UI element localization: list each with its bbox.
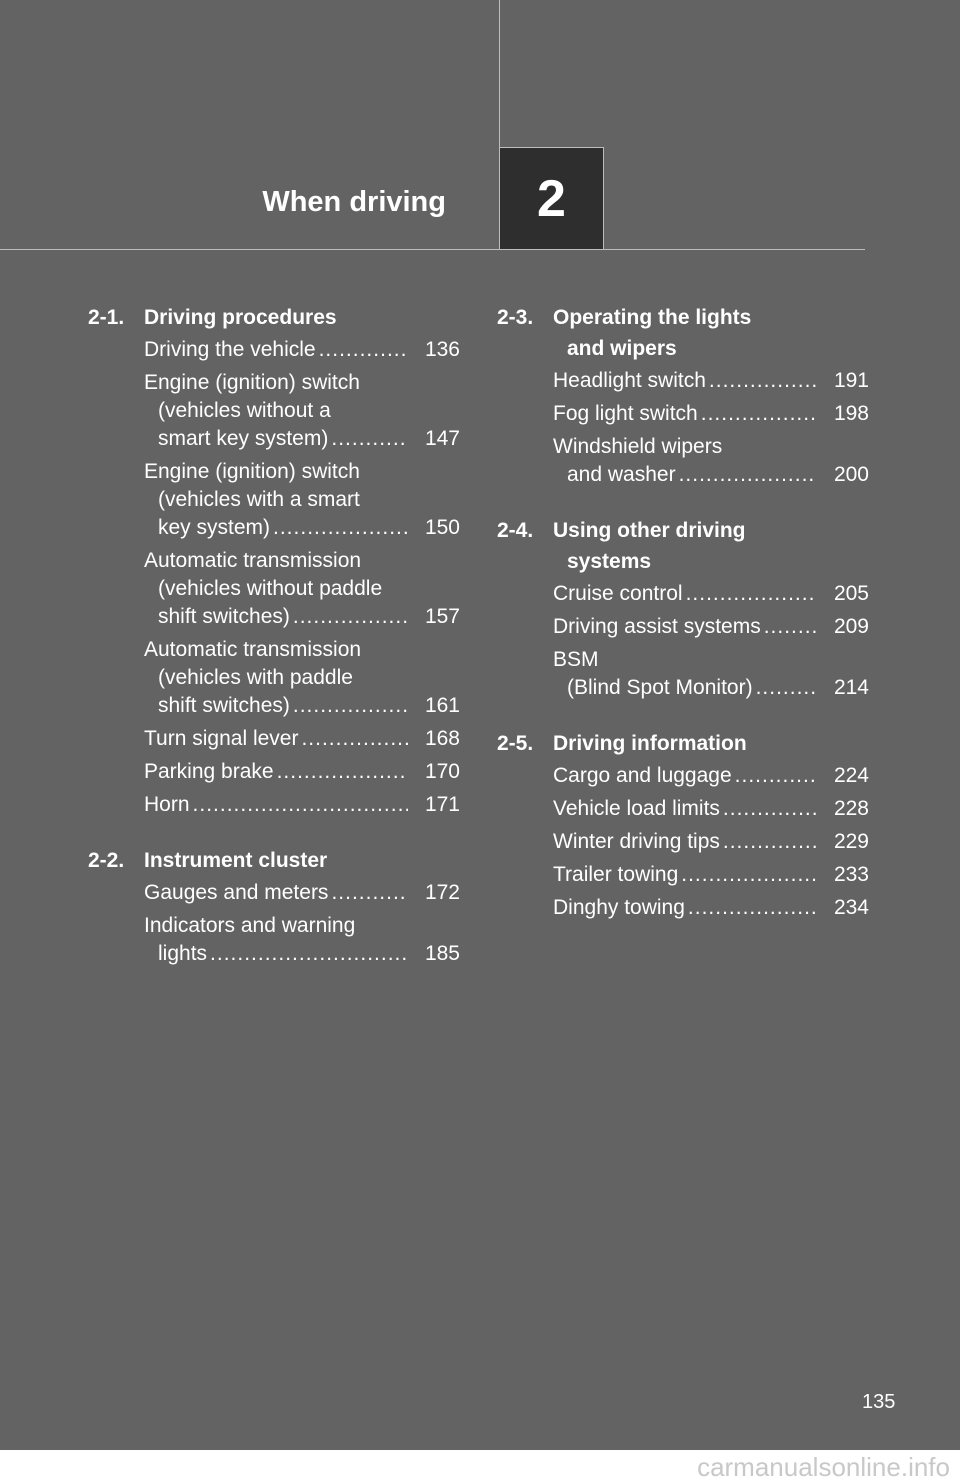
dot-leader bbox=[709, 367, 817, 395]
entry-text-line: Indicators and warning bbox=[144, 914, 356, 937]
watermark-text: carmanualsonline.info bbox=[697, 1452, 950, 1482]
entry-label: Trailer towing bbox=[553, 863, 679, 886]
entry-page-number: 214 bbox=[833, 676, 869, 699]
toc-section bbox=[497, 302, 869, 489]
entry-label: smart key system) bbox=[158, 427, 329, 450]
dot-leader bbox=[273, 514, 408, 542]
entry-page-number: 157 bbox=[424, 605, 460, 628]
entry-page-number: 150 bbox=[424, 516, 460, 539]
entry-row bbox=[144, 791, 460, 819]
entry-row bbox=[144, 725, 460, 753]
section-heading bbox=[497, 302, 869, 364]
entry-row bbox=[144, 692, 460, 720]
dot-leader bbox=[679, 461, 817, 489]
section-title bbox=[144, 845, 460, 876]
entry-page-number: 224 bbox=[833, 764, 869, 787]
section-number: 2-3. bbox=[497, 306, 534, 329]
section-number: 2-1. bbox=[88, 306, 125, 329]
entry-row bbox=[553, 762, 869, 790]
entry-row bbox=[553, 400, 869, 428]
entry-page-number: 147 bbox=[424, 427, 460, 450]
toc-entry[interactable] bbox=[553, 828, 869, 856]
entry-row bbox=[553, 828, 869, 856]
page-number: 135 bbox=[862, 1391, 896, 1413]
section-title-line: systems bbox=[567, 550, 652, 573]
entry-row bbox=[144, 336, 460, 364]
entry-list bbox=[88, 336, 460, 819]
dot-leader bbox=[723, 828, 817, 856]
toc-section bbox=[88, 845, 460, 968]
dot-leader bbox=[210, 940, 408, 968]
entry-text-line: (vehicles with paddle bbox=[158, 666, 353, 689]
entry-label: Cruise control bbox=[553, 582, 683, 605]
entry-page-number: 171 bbox=[424, 793, 460, 816]
entry-label: Headlight switch bbox=[553, 369, 706, 392]
entry-page-number: 185 bbox=[424, 942, 460, 965]
dot-leader bbox=[735, 762, 817, 790]
entry-page-number: 200 bbox=[833, 463, 869, 486]
toc-entry[interactable] bbox=[144, 636, 460, 720]
entry-label: key system) bbox=[158, 516, 271, 539]
toc-entry[interactable] bbox=[144, 336, 460, 364]
entry-label: Fog light switch bbox=[553, 402, 698, 425]
section-title bbox=[553, 515, 869, 577]
entry-text-line: (vehicles without a bbox=[158, 399, 331, 422]
entry-list bbox=[497, 580, 869, 702]
chapter-number-box bbox=[500, 147, 604, 249]
toc-entry[interactable] bbox=[553, 613, 869, 641]
entry-label: Vehicle load limits bbox=[553, 797, 720, 820]
dot-leader bbox=[688, 894, 817, 922]
section-number: 2-5. bbox=[497, 732, 534, 755]
section-title-line: Operating the lights bbox=[553, 306, 752, 329]
entry-page-number: 168 bbox=[424, 727, 460, 750]
toc-entry[interactable] bbox=[553, 861, 869, 889]
section-title-line: Driving information bbox=[553, 732, 747, 755]
dot-leader bbox=[293, 692, 408, 720]
entry-text-line: Automatic transmission bbox=[144, 638, 362, 661]
entry-page-number: 161 bbox=[424, 694, 460, 717]
entry-text-line: BSM bbox=[553, 648, 599, 671]
toc-entry[interactable] bbox=[553, 795, 869, 823]
toc-entry[interactable] bbox=[553, 580, 869, 608]
entry-row bbox=[553, 674, 869, 702]
entry-row bbox=[553, 580, 869, 608]
entry-label: Driving the vehicle bbox=[144, 338, 316, 361]
entry-text-line: Engine (ignition) switch bbox=[144, 371, 360, 394]
toc-entry[interactable] bbox=[553, 433, 869, 489]
section-heading bbox=[497, 515, 869, 577]
toc-entry[interactable] bbox=[144, 758, 460, 786]
dot-leader bbox=[686, 580, 817, 608]
entry-label: shift switches) bbox=[158, 605, 290, 628]
entry-page-number: 136 bbox=[424, 338, 460, 361]
section-heading bbox=[88, 302, 460, 333]
dot-leader bbox=[301, 725, 408, 753]
entry-list bbox=[88, 879, 460, 968]
entry-row bbox=[144, 758, 460, 786]
entry-page-number: 172 bbox=[424, 881, 460, 904]
entry-label: Gauges and meters bbox=[144, 881, 329, 904]
toc-section bbox=[497, 728, 869, 922]
entry-page-number: 170 bbox=[424, 760, 460, 783]
section-number: 2-4. bbox=[497, 519, 534, 542]
entry-row bbox=[144, 425, 460, 453]
dot-leader bbox=[756, 674, 817, 702]
entry-text-line: Engine (ignition) switch bbox=[144, 460, 360, 483]
entry-list bbox=[497, 762, 869, 922]
toc-entry[interactable] bbox=[553, 367, 869, 395]
entry-list bbox=[497, 367, 869, 489]
entry-row bbox=[553, 894, 869, 922]
entry-row bbox=[553, 461, 869, 489]
entry-label: Driving assist systems bbox=[553, 615, 761, 638]
entry-row bbox=[144, 879, 460, 907]
toc-entry[interactable] bbox=[144, 912, 460, 968]
section-title-line: and wipers bbox=[567, 337, 677, 360]
dot-leader bbox=[681, 861, 817, 889]
chapter-title: When driving bbox=[262, 186, 446, 218]
entry-row bbox=[144, 940, 460, 968]
dot-leader bbox=[193, 791, 408, 819]
section-number: 2-2. bbox=[88, 849, 125, 872]
dot-leader bbox=[701, 400, 817, 428]
entry-page-number: 229 bbox=[833, 830, 869, 853]
entry-text-line: Automatic transmission bbox=[144, 549, 362, 572]
toc-entry[interactable] bbox=[144, 879, 460, 907]
section-title-line: Using other driving bbox=[553, 519, 746, 542]
toc-section bbox=[88, 302, 460, 819]
entry-label: and washer bbox=[567, 463, 676, 486]
entry-row bbox=[553, 367, 869, 395]
toc-entry[interactable] bbox=[144, 369, 460, 453]
section-title bbox=[144, 302, 460, 333]
section-title bbox=[553, 302, 869, 364]
dot-leader bbox=[293, 603, 408, 631]
entry-label: Horn bbox=[144, 793, 190, 816]
watermark-bar bbox=[0, 1450, 960, 1484]
section-title bbox=[553, 728, 869, 759]
toc-entry[interactable] bbox=[553, 400, 869, 428]
section-heading bbox=[88, 845, 460, 876]
entry-label: Winter driving tips bbox=[553, 830, 720, 853]
toc-entry[interactable] bbox=[144, 725, 460, 753]
entry-label: shift switches) bbox=[158, 694, 290, 717]
dot-leader bbox=[319, 336, 408, 364]
toc-entry[interactable] bbox=[144, 791, 460, 819]
entry-label: lights bbox=[158, 942, 208, 965]
toc-entry[interactable] bbox=[553, 894, 869, 922]
entry-page-number: 198 bbox=[833, 402, 869, 425]
section-heading bbox=[497, 728, 869, 759]
entry-label: Parking brake bbox=[144, 760, 274, 783]
section-title-line: Driving procedures bbox=[144, 306, 337, 329]
entry-label: Turn signal lever bbox=[144, 727, 299, 750]
entry-row bbox=[553, 613, 869, 641]
entry-page-number: 191 bbox=[833, 369, 869, 392]
chapter-number: 2 bbox=[537, 169, 566, 228]
entry-label: Cargo and luggage bbox=[553, 764, 732, 787]
section-title-line: Instrument cluster bbox=[144, 849, 328, 872]
toc-entry[interactable] bbox=[144, 547, 460, 631]
dot-leader bbox=[331, 425, 408, 453]
entry-row bbox=[144, 514, 460, 542]
entry-label: Dinghy towing bbox=[553, 896, 685, 919]
entry-page-number: 209 bbox=[833, 615, 869, 638]
entry-row bbox=[553, 861, 869, 889]
toc-column-right bbox=[497, 302, 869, 948]
toc-section bbox=[497, 515, 869, 702]
entry-text-line: Windshield wipers bbox=[553, 435, 723, 458]
entry-page-number: 233 bbox=[833, 863, 869, 886]
entry-row bbox=[553, 795, 869, 823]
dot-leader bbox=[764, 613, 817, 641]
dot-leader bbox=[331, 879, 408, 907]
header-horizontal-rule bbox=[0, 249, 865, 250]
toc-column-left bbox=[88, 302, 460, 994]
toc-entry[interactable] bbox=[144, 458, 460, 542]
dot-leader bbox=[723, 795, 817, 823]
entry-page-number: 205 bbox=[833, 582, 869, 605]
entry-row bbox=[144, 603, 460, 631]
entry-page-number: 228 bbox=[833, 797, 869, 820]
entry-text-line: (vehicles without paddle bbox=[158, 577, 383, 600]
entry-text-line: (vehicles with a smart bbox=[158, 488, 360, 511]
entry-page-number: 234 bbox=[833, 896, 869, 919]
toc-entry[interactable] bbox=[553, 762, 869, 790]
dot-leader bbox=[277, 758, 408, 786]
toc-entry[interactable] bbox=[553, 646, 869, 702]
entry-label: (Blind Spot Monitor) bbox=[567, 676, 753, 699]
